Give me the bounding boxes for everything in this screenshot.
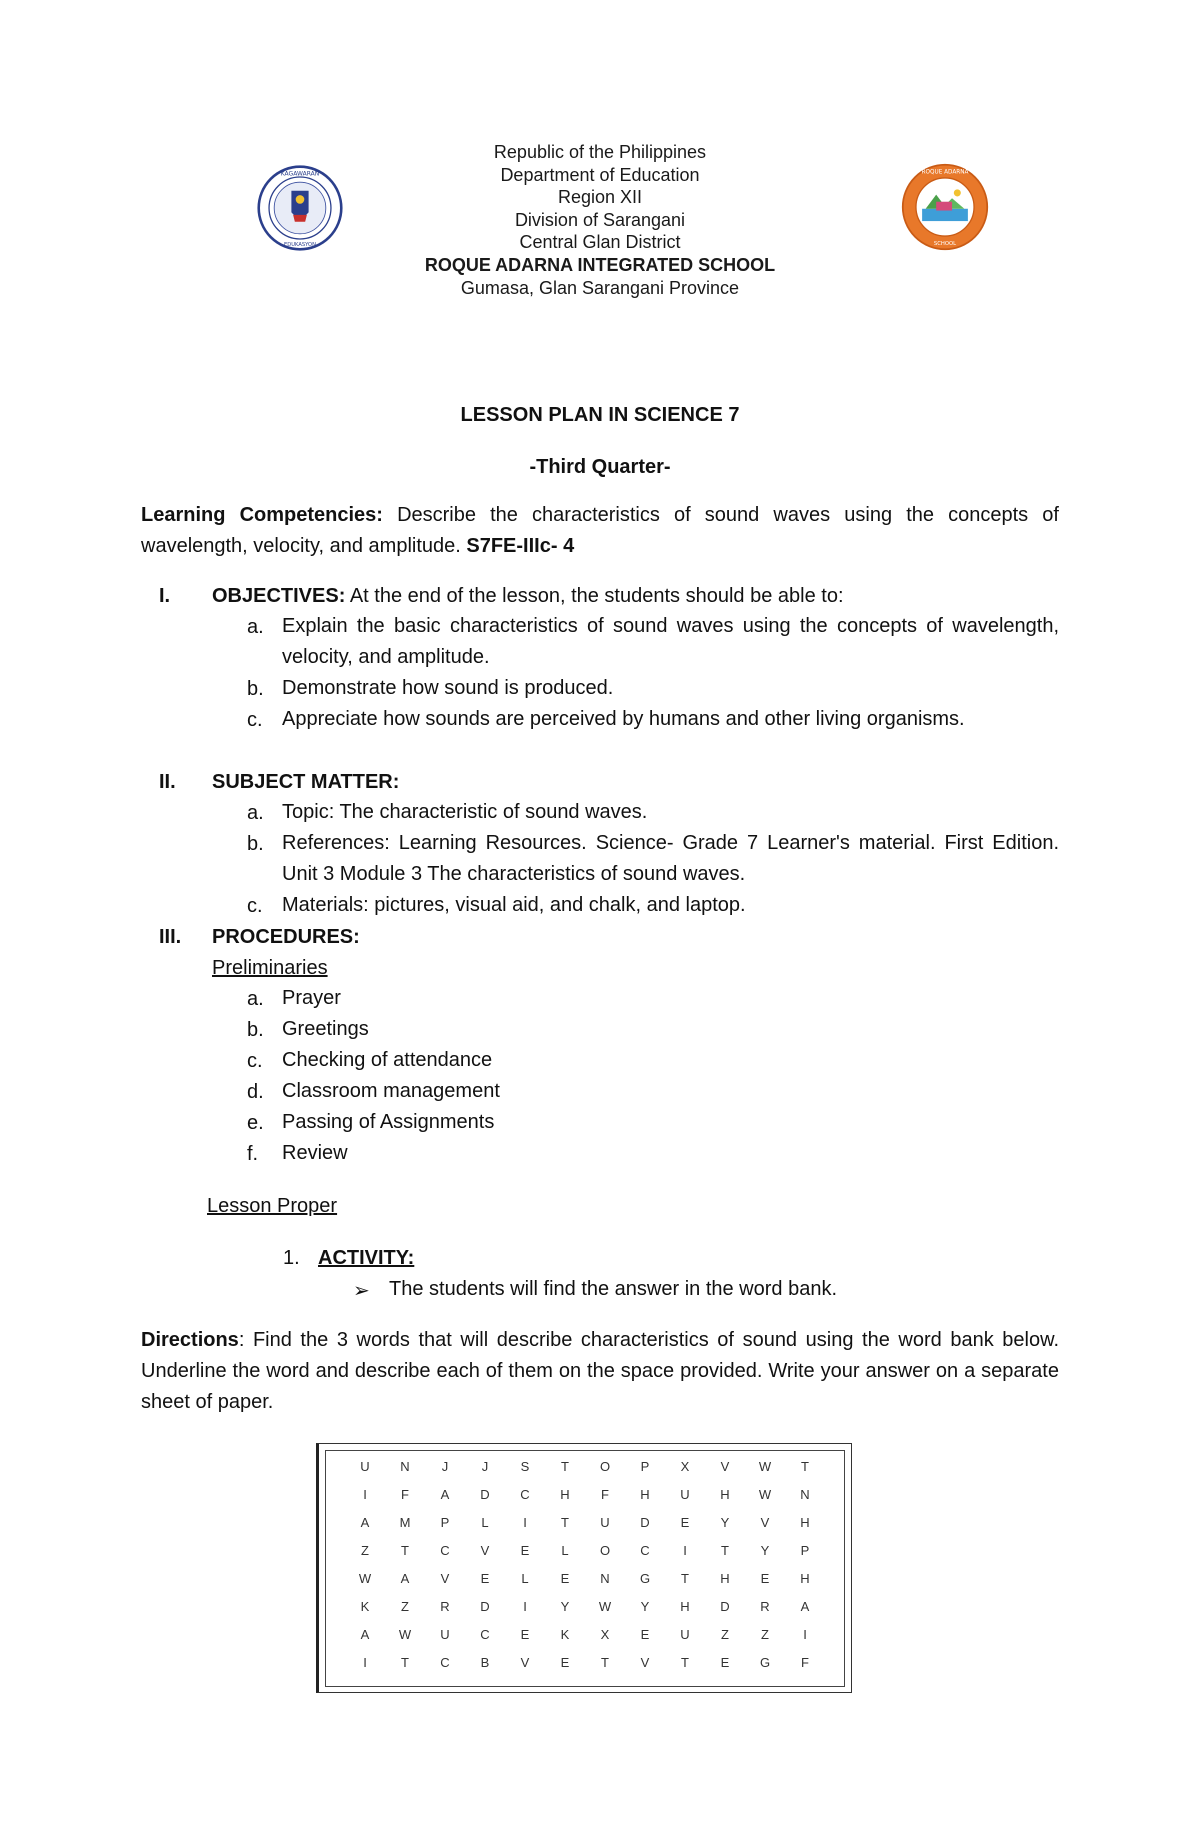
word-grid-letter: L (481, 1515, 489, 1530)
document-title: LESSON PLAN IN SCIENCE 7 (460, 404, 740, 426)
list-letter: a. (247, 988, 264, 1010)
word-grid-letter: U (680, 1487, 690, 1502)
word-grid-letter: W (758, 1487, 772, 1502)
word-grid-letter: V (640, 1655, 650, 1670)
word-grid-letter: H (680, 1599, 690, 1614)
word-grid-letter: U (440, 1627, 450, 1642)
word-grid-letter: T (401, 1655, 409, 1670)
word-grid-letter: X (680, 1459, 690, 1474)
word-grid-letter: T (561, 1515, 569, 1530)
word-grid-row (345, 1627, 825, 1655)
word-grid-letter: J (481, 1459, 489, 1474)
preliminaries-label: Preliminaries (212, 957, 328, 979)
subject-matter-label: SUBJECT MATTER: (212, 771, 400, 793)
word-grid-letter: P (640, 1459, 650, 1474)
word-grid-letter: W (758, 1459, 772, 1474)
word-grid-letter: G (759, 1655, 771, 1670)
word-grid-letter: F (401, 1487, 409, 1502)
list-item: Prayer (282, 987, 341, 1009)
word-grid-letter: H (800, 1515, 810, 1530)
list-letter: f. (247, 1143, 259, 1165)
word-grid-letter: E (760, 1571, 770, 1586)
subject-matter-heading (212, 771, 399, 794)
word-grid-letter: Z (761, 1627, 769, 1642)
word-grid-letter: W (398, 1627, 412, 1642)
list-letter: c. (247, 1050, 263, 1072)
school-name: ROQUE ADARNA INTEGRATED SCHOOL (424, 254, 776, 275)
section-numeral: I. (159, 585, 171, 607)
competencies-label: Learning Competencies: (141, 504, 383, 526)
list-item: Appreciate how sounds are perceived by humans and other living organisms. (282, 708, 965, 730)
word-grid-letter: C (440, 1655, 450, 1670)
word-grid-letter: A (360, 1627, 370, 1642)
word-grid-row (345, 1459, 825, 1487)
word-grid-letter: E (720, 1655, 730, 1670)
word-grid-letter: F (601, 1487, 609, 1502)
word-grid-letter: A (360, 1515, 370, 1530)
word-grid-letter: T (561, 1459, 569, 1474)
word-grid-letter: D (720, 1599, 730, 1614)
word-grid-row (345, 1655, 825, 1683)
list-letter: a. (247, 802, 264, 824)
word-grid-letter: I (363, 1655, 367, 1670)
list-item: Materials: pictures, visual aid, and chalk, and laptop. (282, 894, 746, 916)
word-grid-letter: E (480, 1571, 490, 1586)
word-grid-letter: Z (721, 1627, 729, 1642)
header-line: Republic of the Philippines (493, 142, 707, 162)
word-grid-letter: N (400, 1459, 410, 1474)
word-grid-letter: J (441, 1459, 449, 1474)
word-grid-letter: T (681, 1571, 689, 1586)
list-item: Demonstrate how sound is produced. (282, 677, 614, 699)
word-grid-row (345, 1487, 825, 1515)
lesson-proper-label: Lesson Proper (207, 1195, 338, 1217)
list-letter: b. (247, 833, 264, 855)
learning-competencies (141, 500, 1059, 562)
word-grid-letter: Y (760, 1543, 770, 1558)
header-line: Region XII (557, 187, 643, 208)
word-grid-letter: V (720, 1459, 730, 1474)
objectives-label: OBJECTIVES: (212, 585, 346, 607)
word-grid-letter: V (760, 1515, 770, 1530)
word-grid-letter: I (363, 1487, 367, 1502)
word-grid-letter: I (683, 1543, 687, 1558)
word-grid-letter: H (720, 1571, 730, 1586)
list-item: Explain the basic characteristics of sound waves using the concepts of wavelength, velocity, and amplitude. (282, 615, 1059, 668)
word-grid-letter: C (520, 1487, 530, 1502)
word-grid-letter: H (640, 1487, 650, 1502)
list-item: Topic: The characteristic of sound waves. (282, 801, 648, 823)
word-grid-letter: E (520, 1627, 530, 1642)
word-grid-letter: X (600, 1627, 610, 1642)
word-grid-row (345, 1515, 825, 1543)
word-grid-letter: V (440, 1571, 450, 1586)
word-grid-letter: F (801, 1655, 809, 1670)
list-letter: d. (247, 1081, 264, 1103)
word-grid-letter: O (599, 1459, 611, 1474)
word-grid-letter: E (560, 1571, 570, 1586)
word-grid-letter: S (520, 1459, 530, 1474)
list-letter: c. (247, 709, 263, 731)
arrow-bullet-icon: ➢ (353, 1280, 370, 1302)
word-grid-letter: G (639, 1571, 651, 1586)
procedures-heading (212, 926, 360, 949)
header-line: Central Glan District (519, 232, 681, 253)
list-letter: e. (247, 1112, 264, 1134)
word-grid-row (345, 1599, 825, 1627)
word-grid-letter: L (521, 1571, 529, 1586)
word-grid-letter: N (800, 1487, 810, 1502)
word-grid-letter: B (480, 1655, 490, 1670)
word-grid-letter: V (480, 1543, 490, 1558)
activity-text: The students will find the answer in the word bank. (389, 1278, 838, 1300)
word-grid-row (345, 1543, 825, 1571)
school-seal-icon (901, 163, 989, 251)
word-grid-letter: W (598, 1599, 612, 1614)
word-grid-letter: H (800, 1571, 810, 1586)
word-grid-letter: P (440, 1515, 450, 1530)
word-grid-letter: T (601, 1655, 609, 1670)
word-grid-letter: T (721, 1543, 729, 1558)
directions-label: Directions (141, 1329, 239, 1351)
word-grid-letter: A (800, 1599, 810, 1614)
word-grid-letter: E (680, 1515, 690, 1530)
word-grid-letter: C (640, 1543, 650, 1558)
word-grid-letter: V (520, 1655, 530, 1670)
svg-text:KAGAWARAN: KAGAWARAN (280, 170, 320, 178)
word-grid-letter: A (400, 1571, 410, 1586)
list-item: Greetings (282, 1018, 369, 1040)
school-header (300, 141, 900, 299)
word-grid-letter: E (560, 1655, 570, 1670)
word-grid-letter: T (681, 1655, 689, 1670)
objectives-intro: At the end of the lesson, the students should be able to: (345, 585, 844, 607)
word-grid-letter: R (760, 1599, 770, 1614)
header-line: Department of Education (500, 164, 700, 185)
word-grid-letter: T (801, 1459, 809, 1474)
word-grid-row (345, 1571, 825, 1599)
list-item: Classroom management (282, 1080, 500, 1102)
school-address: Gumasa, Glan Sarangani Province (460, 277, 740, 298)
word-grid-letter: C (440, 1543, 450, 1558)
list-letter: c. (247, 895, 263, 917)
word-grid-letter: Z (401, 1599, 409, 1614)
word-grid-letter: R (440, 1599, 450, 1614)
word-grid-letter: D (480, 1599, 490, 1614)
word-grid-letter: T (401, 1543, 409, 1558)
objectives-heading (212, 585, 844, 608)
word-grid-letter: I (523, 1599, 527, 1614)
list-letter: a. (247, 616, 264, 638)
word-grid-letter: N (600, 1571, 610, 1586)
directions-text: : Find the 3 words that will describe characteristics of sound using the word bank below. Underline the word and describe each of them on the space provided. Write your answer on a separate sheet of paper. (141, 1329, 1059, 1413)
list-item: Checking of attendance (282, 1049, 493, 1071)
document-subtitle: -Third Quarter- (529, 456, 671, 478)
list-item: References: Learning Resources. Science- Grade 7 Learner's material. First Edition. Unit 3 Module 3 The characteristics of sound waves. (282, 832, 1059, 885)
word-grid-letter: Y (720, 1515, 730, 1530)
word-grid-letter: C (480, 1627, 490, 1642)
competency-code: S7FE-IIIc- 4 (466, 535, 575, 557)
list-item: Passing of Assignments (282, 1111, 495, 1133)
word-grid-letter: I (803, 1627, 807, 1642)
word-grid-letter: Y (640, 1599, 650, 1614)
word-grid-letter: U (600, 1515, 610, 1530)
word-grid-letter: Z (361, 1543, 369, 1558)
word-grid-letter: E (640, 1627, 650, 1642)
word-grid-letter: P (800, 1543, 810, 1558)
svg-text:EDUKASYON: EDUKASYON (284, 241, 316, 248)
word-grid-letter: H (560, 1487, 570, 1502)
word-grid-letter: I (523, 1515, 527, 1530)
list-letter: b. (247, 1019, 264, 1041)
procedures-label: PROCEDURES: (212, 926, 360, 948)
activity-number: 1. (283, 1247, 300, 1269)
word-grid-letter: U (360, 1459, 370, 1474)
word-grid-letter: L (561, 1543, 569, 1558)
header-line: Division of Sarangani (514, 209, 686, 230)
word-grid-letter: W (358, 1571, 372, 1586)
section-numeral: II. (159, 771, 176, 793)
competencies-text: Describe the characteristics of sound waves using the concepts of wavelength, velocity, and amplitude. (141, 504, 1059, 557)
activity-label: ACTIVITY: (318, 1247, 415, 1269)
list-letter: b. (247, 678, 264, 700)
word-grid-letter: K (360, 1599, 370, 1614)
word-grid-letter: D (640, 1515, 650, 1530)
word-grid-letter: M (399, 1515, 411, 1530)
word-grid-letter: O (599, 1543, 611, 1558)
word-grid-letter: H (720, 1487, 730, 1502)
word-grid-letter: E (520, 1543, 530, 1558)
word-grid-letter: U (680, 1627, 690, 1642)
word-grid-letter: Y (560, 1599, 570, 1614)
directions (141, 1325, 1059, 1418)
word-grid-letter: A (440, 1487, 450, 1502)
svg-text:ROQUE ADARNA: ROQUE ADARNA (921, 169, 969, 176)
svg-text:SCHOOL: SCHOOL (933, 240, 957, 247)
list-item: Review (282, 1142, 348, 1164)
word-grid-letter: D (480, 1487, 490, 1502)
word-grid-letter: K (560, 1627, 570, 1642)
section-numeral: III. (159, 926, 182, 948)
